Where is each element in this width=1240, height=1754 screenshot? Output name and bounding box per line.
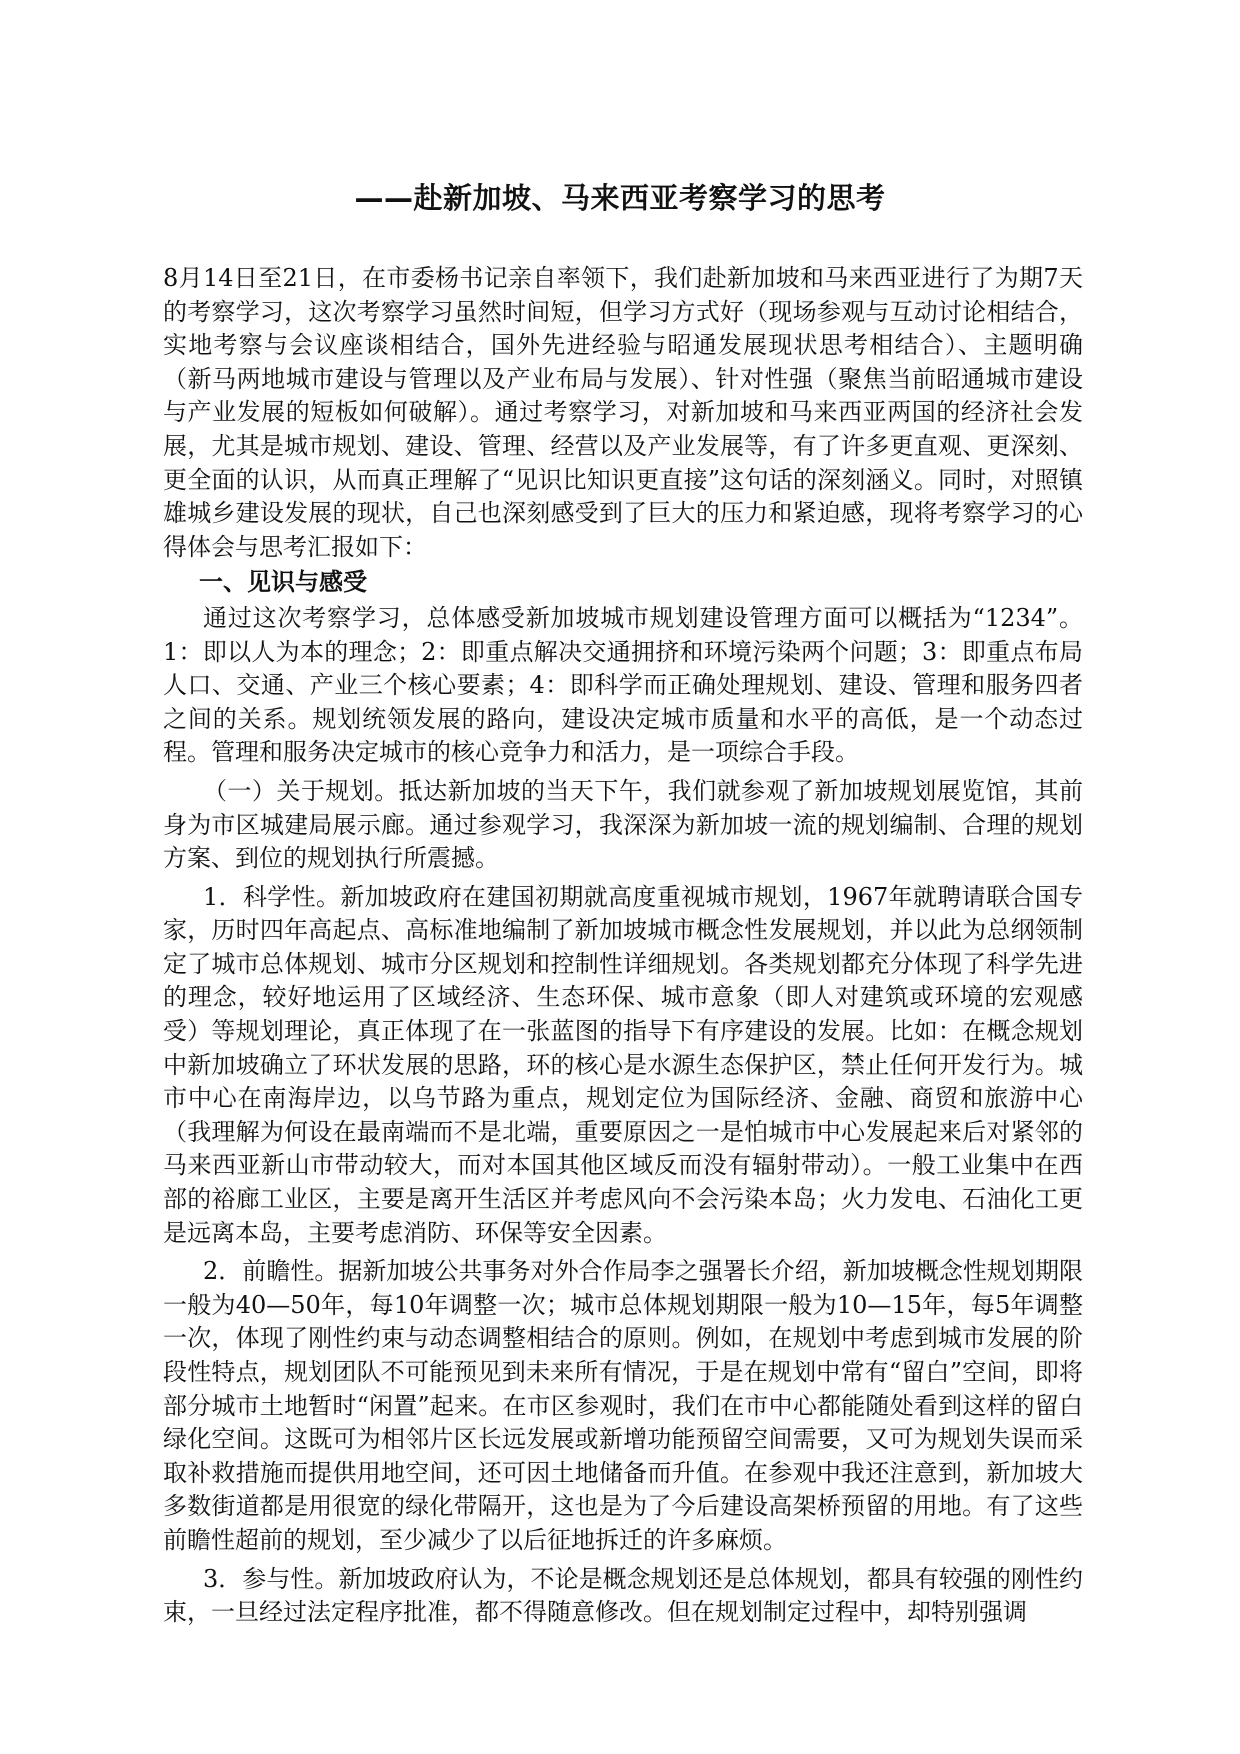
intro-paragraph: 8月14日至21日，在市委杨书记亲自率领下，我们赴新加坡和马来西亚进行了为期7天的考察学习，这次考察学习虽然时间短，但学习方式好（现场参观与互动讨论相结合，实地考察与会议座谈相结合，国外先进经验与昭通发展现状思考相结合）、主题明确（新马两地城市建设与管理以及产业布局与发展）、针对性强（聚焦当前昭通城市建设与产业发展的短板如何破解）。通过考察学习，对新加坡和马来西亚两国的经济社会发展，尤其是城市规划、建设、管理、经营以及产业发展等，有了许多更直观、更深刻、更全面的认识，从而真正理解了“见识比知识更直接”这句话的深刻涵义。同时，对照镇雄城乡建设发展的现状，自己也深刻感受到了巨大的压力和紧迫感，现将考察学习的心得体会与思考汇报如下：: [163, 264, 1083, 561]
planning-paragraph: （一）关于规划。抵达新加坡的当天下午，我们就参观了新加坡规划展览馆，其前身为市区城建局展示廊。通过参观学习，我深深为新加坡一流的规划编制、合理的规划方案、到位的规划执行所震撼。: [163, 776, 1083, 873]
scientific-paragraph: 1．科学性。新加坡政府在建国初期就高度重视城市规划，1967年就聘请联合国专家，历时四年高起点、高标准地编制了新加坡城市概念性发展规划，并以此为总纲领制定了城市总体规划、城市分区规划和控制性详细规划。各类规划都充分体现了科学先进的理念，较好地运用了区域经济、生态环保、城市意象（即人对建筑或环境的宏观感受）等规划理论，真正体现了在一张蓝图的指导下有序建设的发展。比如：在概念规划中新加坡确立了环状发展的思路，环的核心是水源生态保护区，禁止任何开发行为。城市中心在南海岸边，以乌节路为重点，规划定位为国际经济、金融、商贸和旅游中心（我理解为何设在最南端而不是北端，重要原因之一是怕城市中心发展起来后对紧邻的马来西亚新山市带动较大，而对本国其他区域反而没有辐射带动）。一般工业集中在西部的裕廊工业区，主要是离开生活区并考虑风向不会污染本岛；火力发电、石油化工更是远离本岛，主要考虑消防、环保等安全因素。: [163, 882, 1083, 1247]
foresight-paragraph: 2．前瞻性。据新加坡公共事务对外合作局李之强署长介绍，新加坡概念性规划期限一般为40—50年，每10年调整一次；城市总体规划期限一般为10—15年，每5年调整一次，体现了刚性约束与动态调整相结合的原则。例如，在规划中考虑到城市发展的阶段性特点，规划团队不可能预见到未来所有情况，于是在规划中常有“留白”空间，即将部分城市土地暂时“闲置”起来。在市区参观时，我们在市中心都能随处看到这样的留白绿化空间。这既可为相邻片区长远发展或新增功能预留空间需要，又可为规划失误而采取补救措施而提供用地空间，还可因土地储备而升值。在参观中我还注意到，新加坡大多数街道都是用很宽的绿化带隔开，这也是为了今后建设高架桥预留的用地。有了这些前瞻性超前的规划，至少减少了以后征地拆迁的许多麻烦。: [163, 1257, 1083, 1554]
section-heading: 一、见识与感受: [199, 568, 367, 597]
participation-paragraph: 3．参与性。新加坡政府认为，不论是概念规划还是总体规划，都具有较强的刚性约束，一旦经过法定程序批准，都不得随意修改。但在规划制定过程中，却特别强调: [163, 1564, 1083, 1627]
document-body: [163, 262, 1083, 1630]
summary-paragraph: 通过这次考察学习，总体感受新加坡城市规划建设管理方面可以概括为“1234”。1：即以人为本的理念；2：即重点解决交通拥挤和环境污染两个问题；3：即重点布局人口、交通、产业三个核心要素；4：即科学而正确处理规划、建设、管理和服务四者之间的关系。规划统领发展的路向，建设决定城市质量和水平的高低，是一个动态过程。管理和服务决定城市的核心竞争力和活力，是一项综合手段。: [163, 603, 1083, 767]
document-title: ——赴新加坡、马来西亚考察学习的思考: [354, 181, 886, 215]
